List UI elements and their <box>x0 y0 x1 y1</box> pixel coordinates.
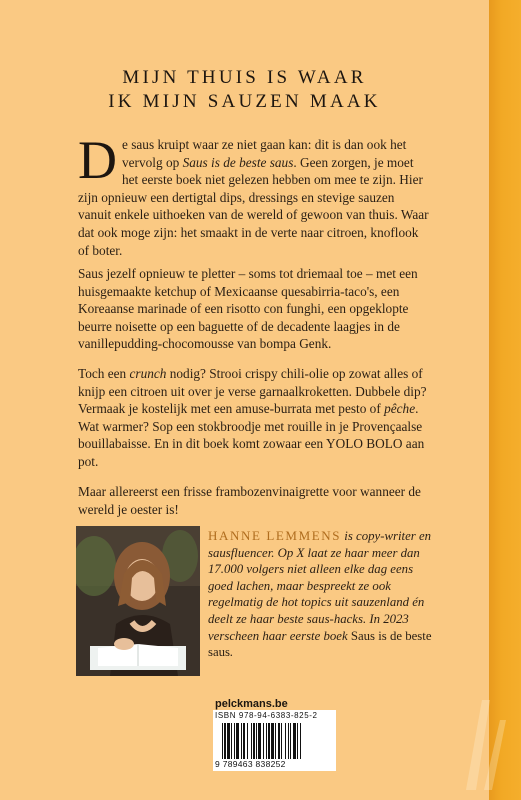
pelckmans-logo <box>452 690 512 794</box>
author-photo <box>76 526 200 676</box>
isbn-label: ISBN 978-94-6383-825-2 <box>215 711 318 720</box>
intro-paragraph-3 <box>78 365 430 471</box>
book-spine <box>489 0 521 800</box>
author-book-title: Saus is de beste saus <box>208 628 432 660</box>
author-name: HANNE LEMMENS <box>208 528 342 543</box>
p3-text-b: nodig? Strooi crispy chili-olie op zowat alles of knijp een citroen uit over je verse garnaalkroketten. Dubbele dip? Vermaak je kostelijk met een amuse-burrata met pesto of <box>78 366 427 417</box>
isbn-barcode-box <box>213 710 336 771</box>
p3-emphasis-crunch: crunch <box>129 366 167 381</box>
p3-text-a: Toch een <box>78 366 130 381</box>
author-bio-a: is copy-writer en sausfluencer. Op X laat ze haar meer dan 17.000 volgers niet alleen elke dag eens goed lachen, maar bespreekt ze ook regelmatig de hot topics uit sauzenland én deelt ze haar beste saus-hacks. In 2023 verscheen haar eerste boek <box>208 529 432 643</box>
intro-paragraph-4: Maar allereerst een frisse frambozenvinaigrette voor wanneer de wereld je oester is! <box>78 484 421 517</box>
book-title-reference: Saus is de beste saus <box>182 154 294 170</box>
p3-text-c: . Wat warmer? Sop een stokbroodje met rouille in je Provençaalse bouillabaisse. En in dit boek komt zowaar een YOLO BOLO aan pot. <box>78 401 425 469</box>
drop-cap: D <box>78 130 117 190</box>
title-line-2: IK MIJN SAUZEN MAAK <box>108 91 381 112</box>
intro-paragraph-2: Saus jezelf opnieuw te pletter – soms tot driemaal toe – met een huisgemaakte ketchup of Mexicaanse quesabirria-taco's, een Koreaanse marinade of een risotto con funghi, een opgeklopte beurre noisette op een baguette of de decadente laagjes in de vanillepudding-chocomousse van bompa Genk. <box>78 266 418 352</box>
title-line-1: MIJN THUIS IS WAAR <box>122 67 367 88</box>
publisher-website: pelckmans.be <box>215 698 288 710</box>
barcode <box>222 723 328 759</box>
p1-text-b: . Geen zorgen, je moet het eerste boek niet gelezen hebben om mee te zijn. Hier zijn opnieuw een dertigtal dips, dressings en stevige sauzen vanuit enkele uithoeken van de wereld of gewoon van thuis. Waar dat ook moge zijn: het smaakt in de verte naar citroen, knoflook of boter. <box>78 154 429 258</box>
p3-emphasis-peche: pêche <box>384 401 416 417</box>
p1-text-a: e saus kruipt waar ze niet gaan kan: dit is dan ook het vervolg op <box>122 137 407 170</box>
author-bio-b: . <box>230 645 234 660</box>
isbn-digits: 9 789463 838252 <box>215 759 286 769</box>
intro-paragraph-1 <box>78 130 430 259</box>
author-bio <box>208 528 434 661</box>
